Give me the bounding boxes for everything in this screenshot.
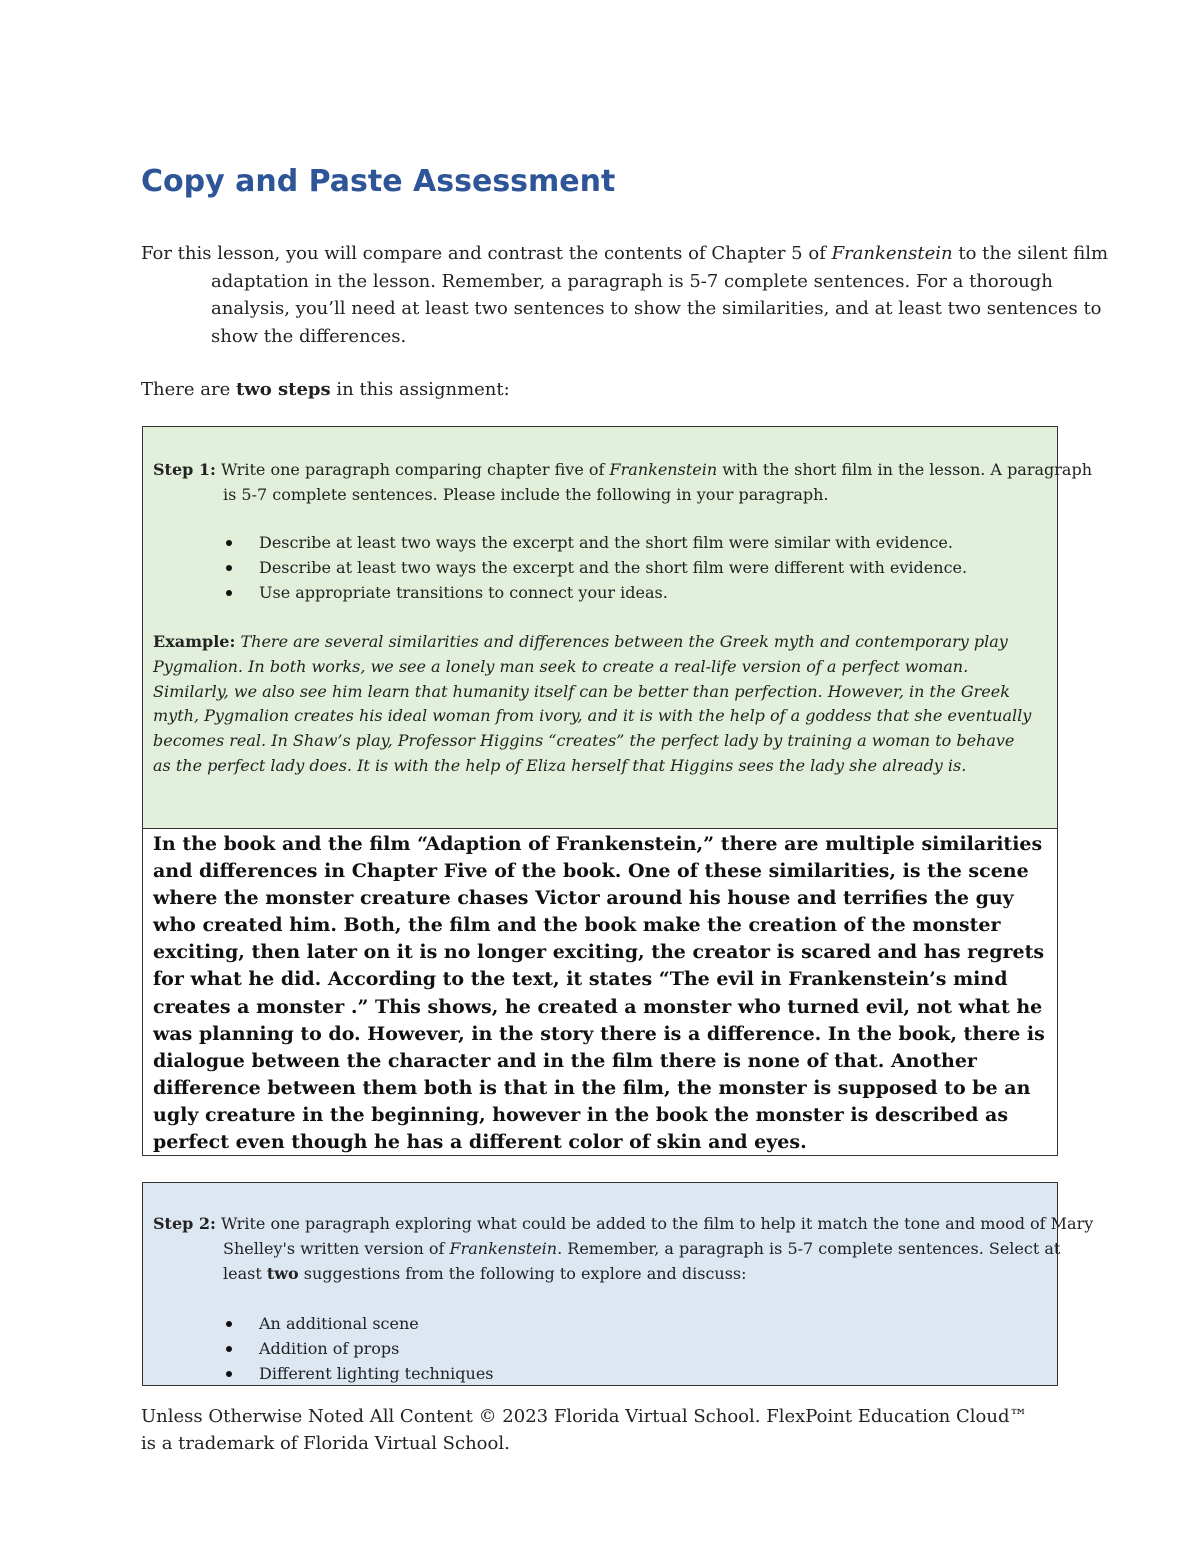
footer-copyright: Unless Otherwise Noted All Content © 2023 Florida Virtual School. FlexPoint Education Cloud™ is a trademark of Florida Virtual School. xyxy=(141,1406,1028,1454)
step2-text-after: suggestions from the following to explore and discuss: xyxy=(298,1264,747,1283)
steps-text-after: in this assignment: xyxy=(330,379,510,400)
intro-paragraph xyxy=(141,240,1136,350)
step1-text-after: with the short film in the lesson. A paragraph is 5-7 complete sentences. Please include the following in your paragraph. xyxy=(223,460,1093,504)
example-label: Example: xyxy=(153,632,236,651)
steps-intro xyxy=(141,376,510,403)
bullet-icon xyxy=(226,540,232,546)
step2-box xyxy=(142,1182,1094,1386)
intro-book-title: Frankenstein xyxy=(831,243,953,264)
step1-box xyxy=(142,426,1093,829)
bullet-text: An additional scene xyxy=(259,1314,419,1333)
step1-instructions xyxy=(153,457,1103,507)
bullet-text: Addition of props xyxy=(259,1339,400,1358)
bullet-text: Describe at least two ways the excerpt and the short film were different with evidence. xyxy=(259,558,968,577)
step1-text-before: Write one paragraph comparing chapter five of xyxy=(215,460,610,479)
steps-text-before: There are xyxy=(141,379,236,400)
bullet-text: Different lighting techniques xyxy=(259,1364,494,1383)
intro-text-1: For this lesson, you will compare and contrast the contents of Chapter 5 of xyxy=(141,243,832,264)
step2-label: Step 2: xyxy=(153,1214,216,1233)
bullet-icon xyxy=(226,1346,232,1352)
bullet-icon xyxy=(226,590,232,596)
step2-text-before: Write one paragraph exploring what could be added to the film to help it match the tone and mood of Mary Shelley's written version of xyxy=(215,1214,1094,1258)
student-answer: In the book and the film “Adaption of Frankenstein,” there are multiple similarities and differences in Chapter Five of the book. One of these similarities, is the scene where the monster creature chases Victor around his house and terrifies the guy who created him. Both, the film and the book make the creation of the monster exciting, then later on it is no longer exciting, the creator is scared and has regrets for what he did. According to the text, it states “The evil in Frankenstein’s mind creates a monster .” This shows, he created a monster who turned evil, not what he was planning to do. However, in the story there is a difference. In the book, there is dialogue between the character and in the film there is none of that. Another difference between them both is that in the film, the monster is supposed to be an ugly creature in the beginning, however in the book the monster is described as perfect even though he has a different color of skin and eyes. xyxy=(153,833,1045,1154)
list-item xyxy=(223,1311,494,1336)
list-item xyxy=(223,1336,494,1361)
bullet-text: Describe at least two ways the excerpt and the short film were similar with evidence. xyxy=(259,533,953,552)
intro-text-2: to the silent film adaptation in the lesson. Remember, a paragraph is 5-7 complete sentences. For a thorough analysis, you’ll need at least two sentences to show the similarities, and at least two sentences to show the differences. xyxy=(211,243,1109,347)
answer-box[interactable] xyxy=(142,829,1058,1156)
step2-instructions xyxy=(153,1211,1103,1286)
bullet-icon xyxy=(226,565,232,571)
bullet-icon xyxy=(226,1321,232,1327)
bullet-icon xyxy=(226,1371,232,1377)
step2-bold-word: two xyxy=(266,1264,299,1283)
step1-book-title: Frankenstein xyxy=(609,460,718,479)
list-item xyxy=(223,555,967,580)
step2-book-title: Frankenstein xyxy=(449,1239,558,1258)
example-text: There are several similarities and differences between the Greek myth and contemporary play Pygmalion. In both works, we see a lonely man seek to create a real-life version of a perfect woman. Similarly, we also see him learn that humanity itself can be better than perfection. However, in the Greek myth, Pygmalion creates his ideal woman from ivory, and it is with the help of a goddess that she eventually becomes real. In Shaw’s play, Professor Higgins “creates” the perfect lady by training a woman to behave as the perfect lady does. It is with the help of Eliza herself that Higgins sees the lady she already is. xyxy=(153,632,1032,775)
step2-bullet-list xyxy=(223,1311,494,1386)
step2-text-middle: . Remember, a paragraph is 5-7 complete sentences. Select at least xyxy=(223,1239,1061,1283)
page-title: Copy and Paste Assessment xyxy=(141,164,616,199)
steps-bold: two steps xyxy=(235,379,331,400)
bullet-text: Use appropriate transitions to connect your ideas. xyxy=(259,583,668,602)
step1-bullet-list xyxy=(223,530,967,605)
example-paragraph xyxy=(153,630,1033,779)
list-item xyxy=(223,530,967,555)
list-item xyxy=(223,1361,494,1386)
step1-label: Step 1: xyxy=(153,460,216,479)
list-item xyxy=(223,580,967,605)
